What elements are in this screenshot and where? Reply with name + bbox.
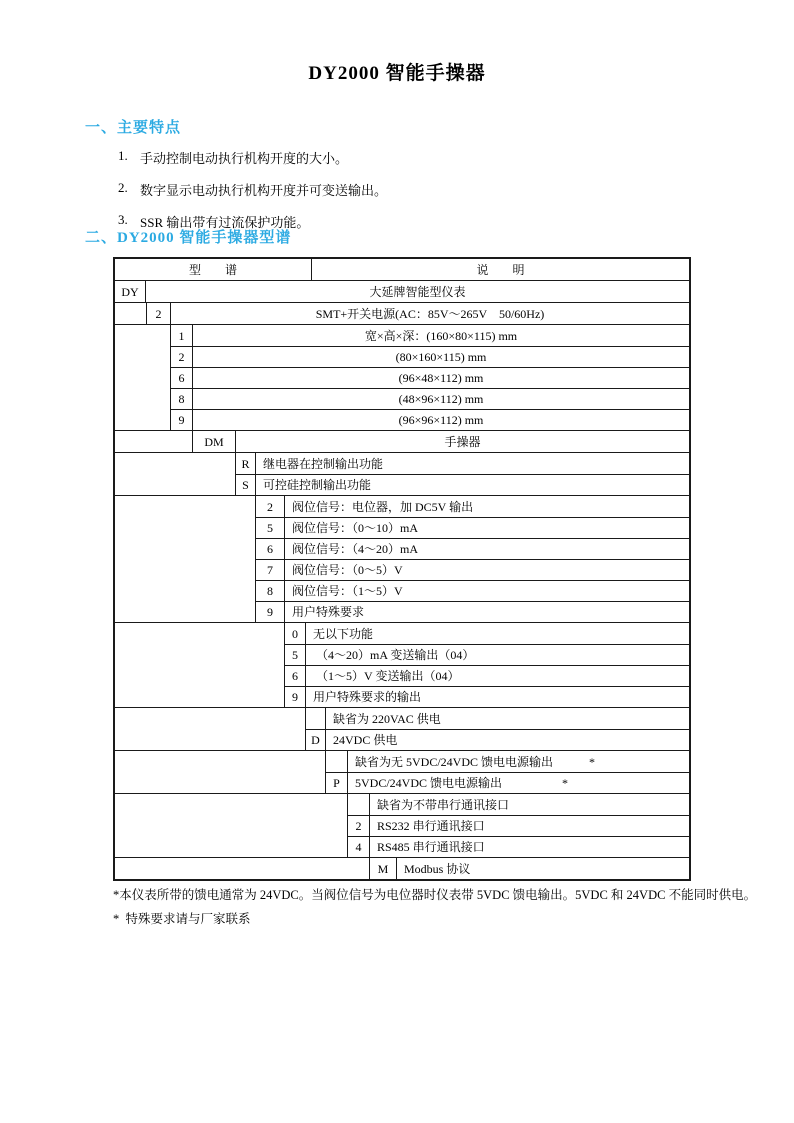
code-cell: 8 [171,389,193,409]
doc-title: DY2000 智能手操器 [308,63,486,84]
section-heading-features: 一、主要特点 [85,120,182,136]
table-row [256,517,689,538]
footnote-feed-power: *本仪表所带的馈电通常为 24VDC。当阀位信号为电位器时仪表带 5VDC 馈电输出。5VDC 和 24VDC 不能同时供电。 [113,888,757,902]
desc-cell: 阀位信号：（1～5）V [292,584,403,598]
table-row [236,474,689,495]
code-cell: 2 [256,496,285,517]
blank-cell [115,453,236,495]
feature-text: 手动控制电动执行机构开度的大小。 [140,151,349,166]
table-row [306,729,689,750]
desc-cell: 缺省为无 5VDC/24VDC 馈电电源输出 * [355,754,596,769]
table-row [171,388,689,409]
feature-item [118,180,387,199]
group-control-output [115,452,689,495]
desc-cell: 手操器 [444,434,481,449]
table-row [285,665,689,686]
table-row [348,794,689,815]
table-row [326,751,689,772]
desc-cell: SMT+开关电源(AC：85V～265V 50/60Hz) [315,306,545,321]
desc-cell: 可控硅控制输出功能 [263,478,372,492]
feature-text: 数字显示电动执行机构开度并可变送输出。 [140,183,388,198]
code-cell: 6 [285,666,306,686]
feature-number: 2. [118,180,128,195]
code-cell: D [306,730,326,750]
desc-cell: 5VDC/24VDC 馈电电源输出 * [355,776,569,790]
table-row [256,601,689,622]
table-row [193,431,689,452]
blank-cell [115,496,256,622]
feature-text: SSR 输出带有过流保护功能。 [140,215,310,230]
table-row [285,644,689,665]
table-row [115,281,689,302]
table-row [171,346,689,367]
table-row [171,325,689,346]
code-cell [326,751,348,772]
table-row [348,836,689,857]
group-brand [115,280,689,302]
table-row [370,858,689,879]
desc-cell: （1～5）V 变送输出（04） [313,669,460,683]
group-power-supply [115,302,689,324]
table-row [256,559,689,580]
table-row [348,815,689,836]
code-cell: R [236,453,256,474]
code-cell: 2 [348,816,370,836]
code-cell: 9 [285,687,306,707]
desc-cell: Modbus 协议 [404,861,471,876]
desc-cell: 用户特殊要求的输出 [313,690,422,704]
table-row [285,623,689,644]
table-row [236,453,689,474]
code-cell: 1 [171,325,193,346]
model-spectrum-table [113,257,691,881]
desc-cell: 阀位信号：（4～20）mA [292,542,419,556]
section-heading-spectrum: 二、DY2000 智能手操器型谱 [85,230,292,246]
code-cell: 9 [171,410,193,430]
table-row [256,580,689,601]
feature-number: 1. [118,148,128,163]
table-row [256,496,689,517]
table-row [326,772,689,793]
code-cell: 5 [285,645,306,665]
desc-cell: (96×96×112) mm [398,413,484,427]
group-protocol [115,857,689,879]
code-cell: 4 [348,837,370,857]
desc-cell: 用户特殊要求 [292,605,365,619]
desc-cell: RS485 串行通讯接口 [377,840,485,854]
table-row [306,708,689,729]
desc-cell: 无以下功能 [313,626,374,641]
desc-cell: RS232 串行通讯接口 [377,819,485,833]
table-row [171,367,689,388]
code-cell: DM [193,431,236,452]
desc-cell: 大延牌智能型仪表 [369,284,466,299]
feature-item [118,148,387,167]
table-row [147,303,689,324]
code-cell: 2 [147,303,171,324]
desc-cell: 缺省为不带串行通讯接口 [377,797,510,812]
desc-cell: (48×96×112) mm [398,392,484,406]
group-instrument [115,430,689,452]
group-dimensions [115,324,689,430]
table-row [256,538,689,559]
desc-cell: 缺省为 220VAC 供电 [333,711,441,726]
desc-cell: 继电器在控制输出功能 [263,456,384,471]
code-cell: 8 [256,581,285,601]
feature-number: 3. [118,212,128,227]
table-header-group [115,259,689,280]
code-cell: DY [115,281,146,302]
group-valve-signal [115,495,689,622]
group-comm [115,793,689,857]
code-cell: 0 [285,623,306,644]
desc-cell: 阀位信号：（0～10）mA [292,521,419,535]
desc-cell: 阀位信号：（0～5）V [292,563,403,577]
blank-cell [115,794,348,857]
code-cell: 7 [256,560,285,580]
feature-list [118,148,387,231]
code-cell [348,794,370,815]
code-cell: S [236,475,256,495]
blank-cell [115,708,306,750]
blank-cell [115,858,370,879]
table-row [171,409,689,430]
desc-cell: 24VDC 供电 [333,733,398,747]
code-cell: 5 [256,518,285,538]
table-header-row [115,259,689,280]
table-row [285,686,689,707]
header-model-label: 型 谱 [115,259,312,280]
footnote-special-request: * 特殊要求请与厂家联系 [113,912,251,926]
desc-cell: （4～20）mA 变送输出（04） [313,648,475,662]
group-transmit-output [115,622,689,707]
blank-cell [115,751,326,793]
code-cell: 2 [171,347,193,367]
desc-cell: (96×48×112) mm [398,371,484,385]
blank-cell [115,325,171,430]
group-feed-power [115,750,689,793]
blank-cell [115,623,285,707]
code-cell: M [370,858,397,879]
desc-cell: (80×160×115) mm [395,350,487,364]
desc-cell: 宽×高×深：(160×80×115) mm [364,328,518,343]
blank-cell [115,303,147,324]
code-cell [306,708,326,729]
code-cell: P [326,773,348,793]
code-cell: 6 [256,539,285,559]
blank-cell [115,431,193,452]
header-desc-label: 说 明 [476,262,525,277]
group-power-option [115,707,689,750]
desc-cell: 阀位信号：电位器，加 DC5V 输出 [292,499,474,514]
code-cell: 6 [171,368,193,388]
code-cell: 9 [256,602,285,622]
